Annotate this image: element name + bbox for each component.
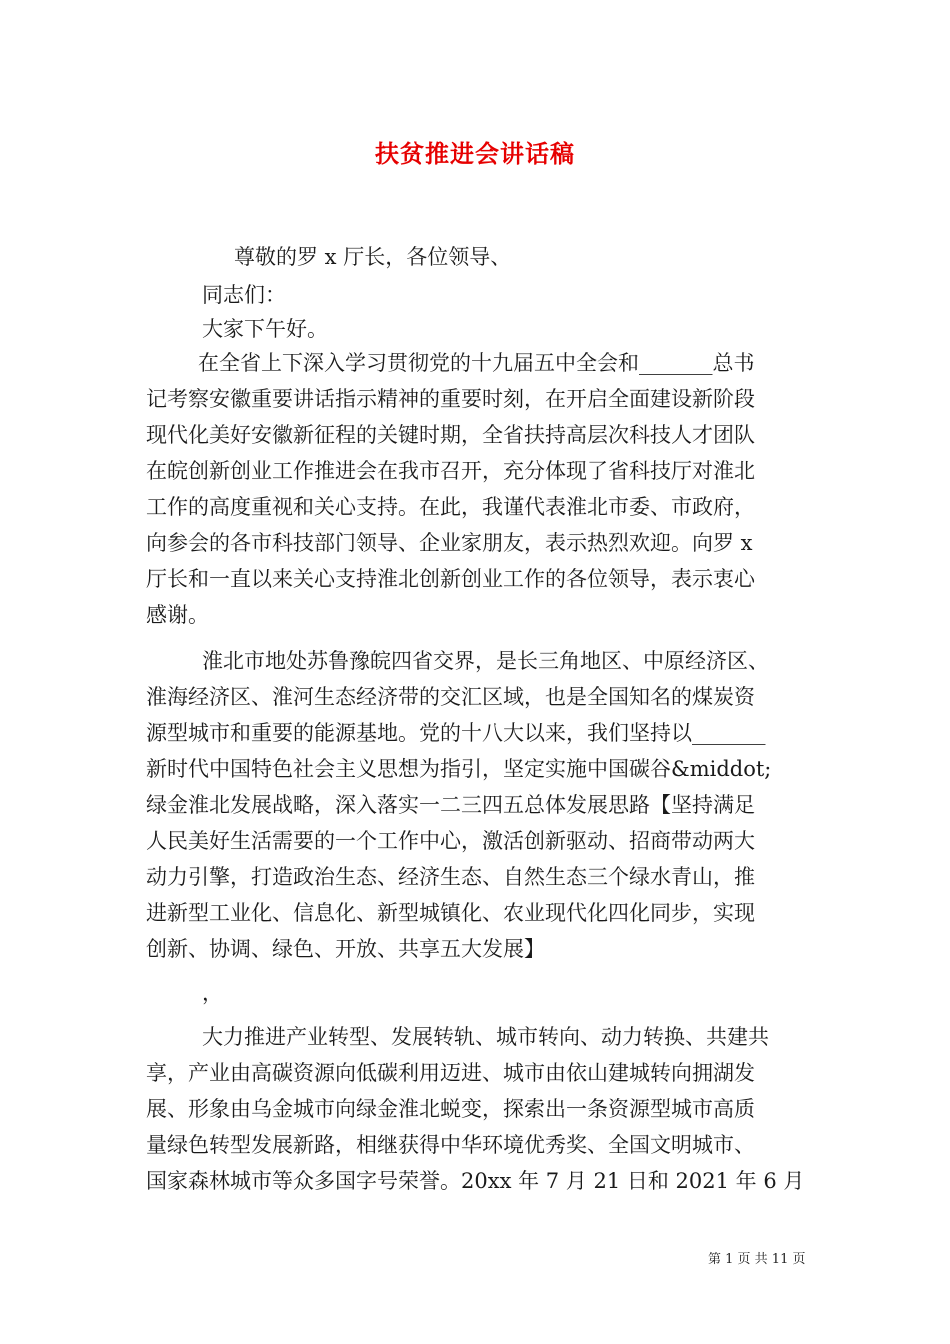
body-line: 国家森林城市等众多国字号荣誉。20xx 年 7 月 21 日和 2021 年 6 月 — [146, 1169, 805, 1193]
document-title: 扶贫推进会讲话稿 — [375, 139, 575, 168]
body-line: 创新、协调、绿色、开放、共享五大发展】 — [146, 937, 545, 961]
body-line: 在皖创新创业工作推进会在我市召开，充分体现了省科技厅对淮北 — [146, 459, 755, 483]
body-line: ， — [202, 981, 223, 1005]
body-line: 源型城市和重要的能源基地。党的十八大以来，我们坚持以_______ — [146, 721, 766, 745]
body-line: 人民美好生活需要的一个工作中心，激活创新驱动、招商带动两大 — [146, 829, 755, 853]
body-line: 厅长和一直以来关心支持淮北创新创业工作的各位领导，表示衷心 — [146, 567, 755, 591]
body-line: 享，产业由高碳资源向低碳利用迈进、城市由依山建城转向拥湖发 — [146, 1061, 755, 1085]
body-line: 展、形象由乌金城市向绿金淮北蜕变，探索出一条资源型城市高质 — [146, 1097, 755, 1121]
body-line: 动力引擎，打造政治生态、经济生态、自然生态三个绿水青山，推 — [146, 865, 755, 889]
body-line: 向参会的各市科技部门领导、企业家朋友，表示热烈欢迎。向罗 x — [146, 531, 753, 555]
body-line: 同志们： — [202, 283, 286, 307]
body-line: 绿金淮北发展战略，深入落实一二三四五总体发展思路【坚持满足 — [146, 793, 755, 817]
body-line: 记考察安徽重要讲话指示精神的重要时刻，在开启全面建设新阶段 — [146, 387, 755, 411]
body-line: 在全省上下深入学习贯彻党的十九届五中全会和_______总书 — [198, 351, 755, 375]
body-line: 量绿色转型发展新路，相继获得中华环境优秀奖、全国文明城市、 — [146, 1133, 755, 1157]
salutation-line: 尊敬的罗 x 厅长，各位领导、 — [234, 245, 512, 269]
body-line: 淮北市地处苏鲁豫皖四省交界，是长三角地区、中原经济区、 — [202, 649, 769, 673]
body-line: 大家下午好。 — [202, 317, 328, 341]
body-line: 感谢。 — [146, 603, 209, 627]
body-line: 淮海经济区、淮河生态经济带的交汇区域，也是全国知名的煤炭资 — [146, 685, 755, 709]
body-line: 工作的高度重视和关心支持。在此，我谨代表淮北市委、市政府， — [146, 495, 755, 519]
page-indicator: 第 1 页 共 11 页 — [708, 1252, 806, 1267]
body-line: 现代化美好安徽新征程的关键时期，全省扶持高层次科技人才团队 — [146, 423, 755, 447]
body-line: 新时代中国特色社会主义思想为指引，坚定实施中国碳谷&middot; — [146, 757, 772, 781]
body-line: 进新型工业化、信息化、新型城镇化、农业现代化四化同步，实现 — [146, 901, 755, 925]
body-line: 大力推进产业转型、发展转轨、城市转向、动力转换、共建共 — [202, 1025, 769, 1049]
